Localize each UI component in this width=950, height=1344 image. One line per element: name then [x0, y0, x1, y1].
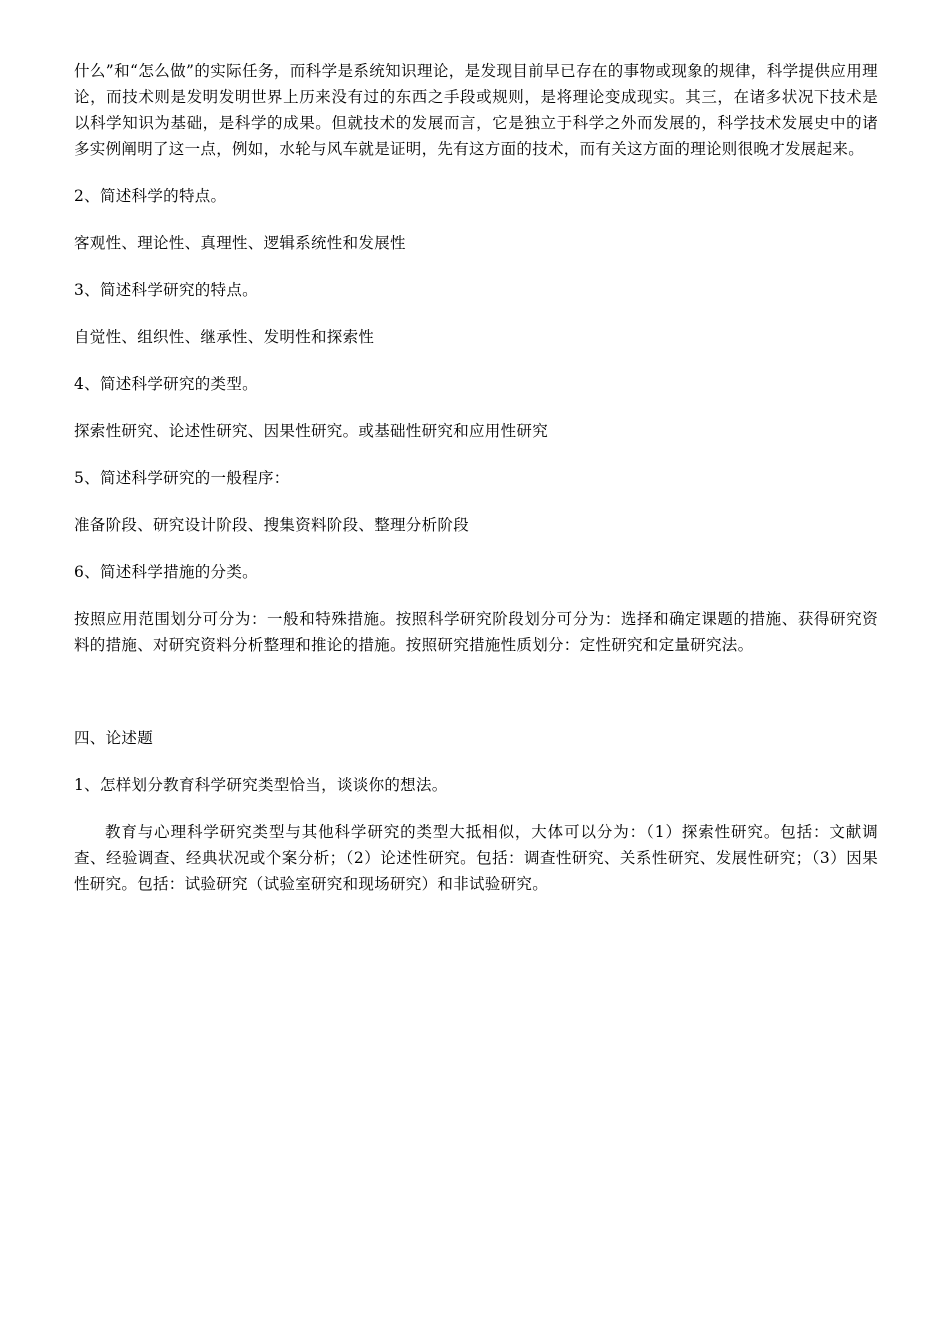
- question-3: 3、简述科学研究的特点。: [74, 281, 258, 299]
- document-page: [74, 58, 878, 897]
- answer-6: 按照应用范围划分可分为：一般和特殊措施。按照科学研究阶段划分可分为：选择和确定课题的措施、获得研究资料的措施、对研究资料分析整理和推论的措施。按照研究措施性质划分：定性研究和定量研究法。: [74, 610, 878, 654]
- question-6: 6、简述科学措施的分类。: [74, 563, 258, 581]
- essay-answer: 教育与心理科学研究类型与其他科学研究的类型大抵相似，大体可以分为：（1）探索性研究。包括：文献调查、经验调查、经典状况或个案分析；（2）论述性研究。包括：调查性研究、关系性研究、发展性研究；（3）因果性研究。包括：试验研究（试验室研究和现场研究）和非试验研究。: [74, 823, 878, 893]
- question-4: 4、简述科学研究的类型。: [74, 375, 258, 393]
- answer-3: 自觉性、组织性、继承性、发明性和探索性: [74, 328, 375, 346]
- continuation-paragraph: 什么”和“怎么做”的实际任务，而科学是系统知识理论，是发现目前早已存在的事物或现象的规律，科学提供应用理论，而技术则是发明发明世界上历来没有过的东西之手段或规则，是将理论变成现实。其三，在诸多状况下技术是以科学知识为基础，是科学的成果。但就技术的发展而言，它是独立于科学之外而发展的，科学技术发展史中的诸多实例阐明了这一点，例如，水轮与风车就是证明，先有这方面的技术，而有关这方面的理论则很晚才发展起来。: [74, 62, 878, 158]
- question-2: 2、简述科学的特点。: [74, 187, 227, 205]
- answer-5: 准备阶段、研究设计阶段、搜集资料阶段、整理分析阶段: [74, 516, 470, 534]
- section-title: 四、论述题: [74, 729, 154, 747]
- question-5: 5、简述科学研究的一般程序：: [74, 469, 290, 487]
- essay-question: 1、怎样划分教育科学研究类型恰当，谈谈你的想法。: [74, 776, 448, 794]
- answer-2: 客观性、理论性、真理性、逻辑系统性和发展性: [74, 234, 406, 252]
- answer-4: 探索性研究、论述性研究、因果性研究。或基础性研究和应用性研究: [74, 422, 549, 440]
